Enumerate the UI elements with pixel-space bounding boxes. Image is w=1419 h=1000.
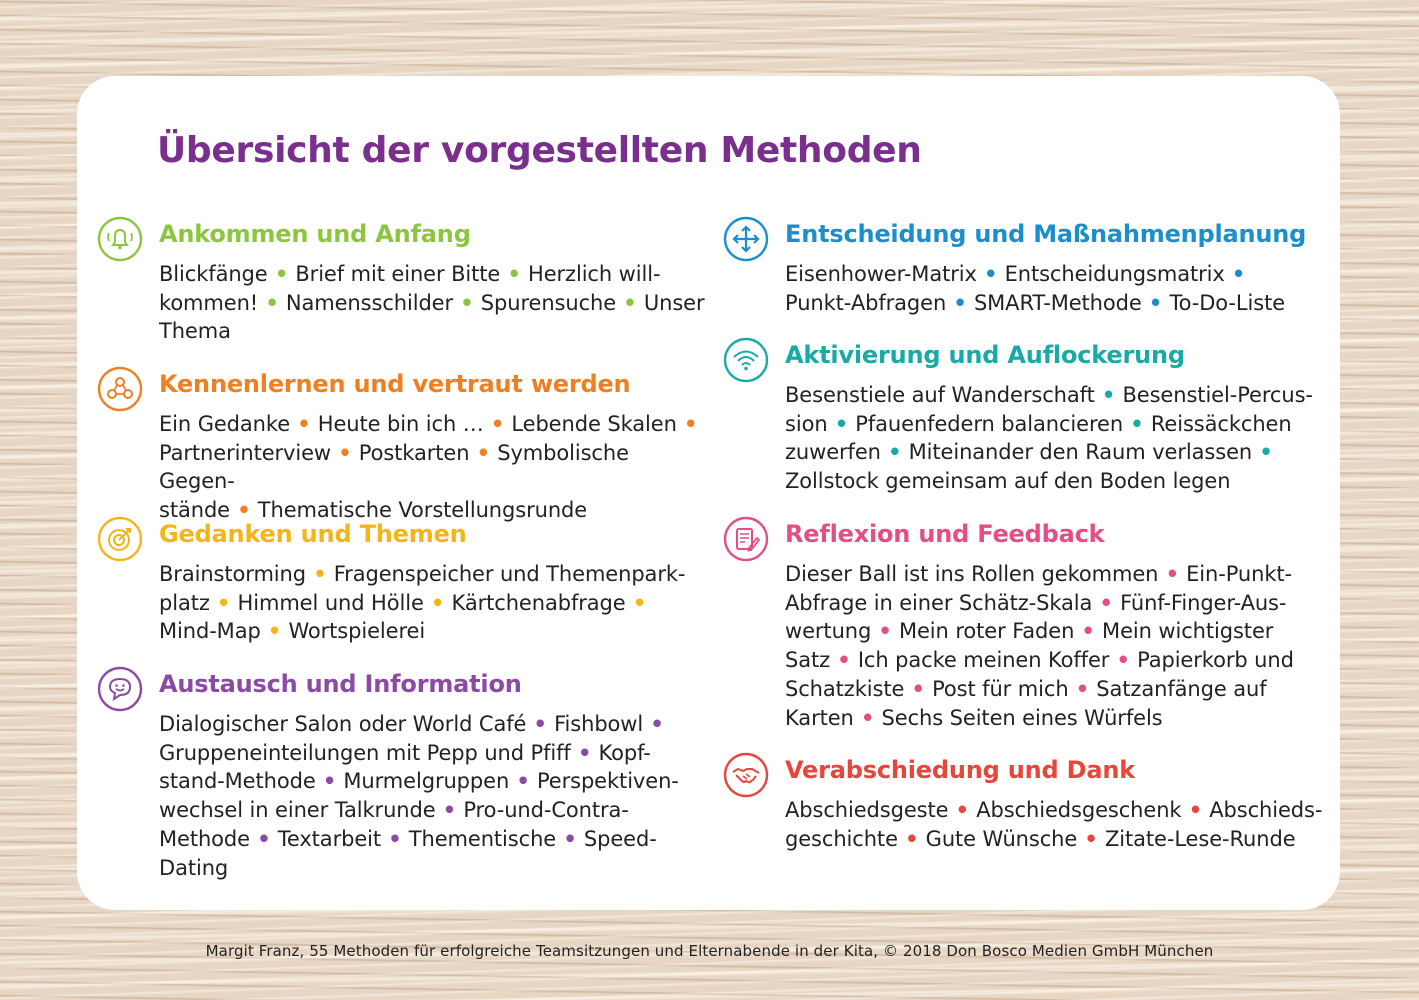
bullet-separator: • bbox=[453, 290, 481, 315]
method-item: Pfauenfedern balancieren bbox=[855, 411, 1124, 436]
method-item: Perspektiven- bbox=[536, 769, 679, 794]
method-item: Abschiedsgeschenk bbox=[976, 798, 1182, 822]
method-line bbox=[159, 712, 664, 736]
bullet-separator: • bbox=[331, 440, 359, 465]
section-heading: Gedanken und Themen bbox=[159, 520, 467, 548]
bullet-separator: • bbox=[904, 676, 933, 701]
method-item: stände bbox=[159, 498, 231, 523]
bullet-separator: • bbox=[871, 619, 899, 644]
method-item: Abfrage in einer Schätz-Skala bbox=[785, 590, 1093, 615]
method-item: Mein wichtigster bbox=[1102, 619, 1274, 644]
method-list bbox=[785, 260, 1333, 317]
method-list bbox=[159, 710, 707, 882]
bullet-separator: • bbox=[305, 562, 334, 586]
method-item: Fragenspeicher und Themenpark- bbox=[333, 562, 686, 586]
method-item: zuwerfen bbox=[785, 440, 881, 465]
method-item: Eisenhower-Matrix bbox=[785, 262, 977, 286]
method-line bbox=[785, 262, 1245, 286]
method-item: Namensschilder bbox=[285, 290, 454, 315]
method-item: stand-Methode bbox=[159, 769, 316, 794]
method-item: Ein-Punkt- bbox=[1186, 562, 1293, 586]
bullet-separator: • bbox=[625, 590, 647, 615]
method-item: wertung bbox=[785, 619, 872, 644]
method-item: Sechs Seiten eines Würfels bbox=[881, 705, 1163, 730]
method-item: Thema bbox=[159, 319, 231, 344]
wifi-icon bbox=[723, 337, 769, 383]
method-item: Kopf- bbox=[598, 740, 651, 765]
bell-icon bbox=[97, 216, 143, 262]
method-item: Fishbowl bbox=[554, 712, 644, 736]
bullet-separator: • bbox=[381, 826, 409, 851]
bullet-separator: • bbox=[880, 440, 909, 465]
bullet-separator: • bbox=[1181, 798, 1210, 822]
method-line bbox=[159, 798, 629, 822]
method-item: geschichte bbox=[785, 826, 898, 851]
bullet-separator: • bbox=[483, 412, 512, 436]
method-line bbox=[159, 562, 685, 586]
bullet-separator: • bbox=[1141, 290, 1170, 315]
method-item: Abschiedsgeste bbox=[785, 798, 949, 822]
method-line bbox=[159, 319, 231, 343]
bullet-separator: • bbox=[267, 262, 296, 286]
method-item: Brainstorming bbox=[159, 562, 306, 586]
method-item: Unser bbox=[643, 290, 705, 315]
section-heading: Aktivierung und Auflockerung bbox=[785, 341, 1185, 369]
method-item: Besenstiele auf Wanderschaft bbox=[785, 383, 1095, 407]
method-item: Karten bbox=[785, 705, 854, 730]
method-line bbox=[159, 441, 629, 494]
bullet-separator: • bbox=[897, 826, 926, 851]
bullet-separator: • bbox=[526, 712, 555, 736]
method-line bbox=[159, 262, 660, 286]
bullet-separator: • bbox=[676, 412, 698, 436]
method-line bbox=[159, 591, 646, 615]
chat-bubble-icon bbox=[97, 666, 143, 712]
method-item: Symbolische Gegen- bbox=[159, 440, 629, 494]
method-item: Besenstiel-Percus- bbox=[1122, 383, 1313, 407]
bullet-separator: • bbox=[1158, 562, 1187, 586]
bullet-separator: • bbox=[946, 290, 974, 315]
clipboard-pen-icon bbox=[723, 516, 769, 562]
method-item: Reissäckchen bbox=[1150, 411, 1292, 436]
method-item: Satzanfänge auf bbox=[1096, 676, 1267, 701]
method-item: Schatzkiste bbox=[785, 676, 905, 701]
method-item: Lebende Skalen bbox=[511, 412, 677, 436]
section-heading: Reflexion und Feedback bbox=[785, 520, 1105, 548]
bullet-separator: • bbox=[469, 440, 498, 465]
method-item: Spurensuche bbox=[480, 290, 617, 315]
method-item: Partnerinterview bbox=[159, 440, 332, 465]
method-line bbox=[159, 498, 587, 522]
method-line bbox=[785, 706, 1163, 730]
method-list bbox=[785, 381, 1333, 496]
method-item: Wortspielerei bbox=[288, 619, 426, 644]
method-list bbox=[159, 260, 707, 346]
method-item: kommen! bbox=[159, 290, 259, 315]
bullet-separator: • bbox=[290, 412, 318, 436]
copyright-footer: Margit Franz, 55 Methoden für erfolgreiche Teamsitzungen und Elternabende in der Kita, © 2018 Don Bosco Medien GmbH München bbox=[205, 942, 1214, 960]
method-list bbox=[785, 560, 1333, 732]
bullet-separator: • bbox=[1123, 411, 1151, 436]
method-line bbox=[785, 677, 1267, 701]
method-line bbox=[785, 291, 1285, 315]
method-item: Dialogischer Salon oder World Café bbox=[159, 712, 527, 736]
handshake-icon bbox=[723, 752, 769, 798]
method-item: Papierkorb und bbox=[1137, 648, 1294, 673]
method-line bbox=[785, 469, 1230, 493]
method-item: sion bbox=[785, 411, 828, 436]
method-item: SMART-Methode bbox=[973, 290, 1142, 315]
method-line bbox=[785, 591, 1286, 615]
method-item: Entscheidungsmatrix bbox=[1004, 262, 1225, 286]
method-line bbox=[159, 291, 705, 315]
bullet-separator: • bbox=[1252, 440, 1273, 465]
method-item: Herzlich will- bbox=[528, 262, 661, 286]
bullet-separator: • bbox=[258, 290, 286, 315]
method-item: Heute bin ich … bbox=[317, 412, 484, 436]
bullet-separator: • bbox=[500, 262, 528, 286]
target-icon bbox=[97, 516, 143, 562]
bullet-separator: • bbox=[249, 826, 278, 851]
method-item: Fünf-Finger-Aus- bbox=[1120, 590, 1287, 615]
section-heading: Kennenlernen und vertraut werden bbox=[159, 370, 631, 398]
directions-arrows-icon bbox=[723, 216, 769, 262]
method-line bbox=[159, 769, 679, 793]
bullet-separator: • bbox=[509, 769, 537, 794]
method-item: Dieser Ball ist ins Rollen gekommen bbox=[785, 562, 1159, 586]
method-item: Himmel und Hölle bbox=[237, 590, 424, 615]
method-item: Gute Wünsche bbox=[925, 826, 1078, 851]
bullet-separator: • bbox=[260, 619, 289, 644]
bullet-separator: • bbox=[643, 712, 664, 736]
bullet-separator: • bbox=[315, 769, 344, 794]
method-line bbox=[785, 412, 1292, 436]
method-item: Miteinander den Raum verlassen bbox=[908, 440, 1253, 465]
page-title: Übersicht der vorgestellten Methoden bbox=[157, 130, 922, 171]
method-list bbox=[785, 796, 1333, 853]
method-item: Blickfänge bbox=[159, 262, 268, 286]
method-item: Thematische Vorstellungsrunde bbox=[257, 498, 588, 523]
bullet-separator: • bbox=[1109, 648, 1138, 673]
method-list bbox=[159, 560, 707, 646]
method-item: Abschieds- bbox=[1209, 798, 1323, 822]
bullet-separator: • bbox=[853, 705, 882, 730]
method-item: Brief mit einer Bitte bbox=[295, 262, 501, 286]
method-item: Post für mich bbox=[932, 676, 1069, 701]
bullet-separator: • bbox=[1094, 383, 1123, 407]
bullet-separator: • bbox=[976, 262, 1005, 286]
section-heading: Entscheidung und Maßnahmenplanung bbox=[785, 220, 1307, 248]
method-line bbox=[159, 619, 425, 643]
bullet-separator: • bbox=[209, 590, 238, 615]
method-line bbox=[785, 619, 1273, 643]
bullet-separator: • bbox=[827, 411, 856, 436]
section-heading: Austausch und Information bbox=[159, 670, 522, 698]
method-item: Methode bbox=[159, 826, 250, 851]
method-item: platz bbox=[159, 590, 210, 615]
section-heading: Verabschiedung und Dank bbox=[785, 756, 1136, 784]
people-network-icon bbox=[97, 366, 143, 412]
bullet-separator: • bbox=[1077, 826, 1105, 851]
bullet-separator: • bbox=[570, 740, 599, 765]
method-line bbox=[159, 412, 697, 436]
method-item: Textarbeit bbox=[277, 826, 382, 851]
method-line bbox=[785, 827, 1296, 851]
method-list bbox=[159, 410, 707, 525]
bullet-separator: • bbox=[435, 798, 464, 823]
method-item: Murmelgruppen bbox=[343, 769, 510, 794]
method-item: Thementische bbox=[408, 826, 557, 851]
method-item: Speed-Dating bbox=[159, 826, 657, 880]
method-item: Ein Gedanke bbox=[159, 412, 291, 436]
method-item: Postkarten bbox=[358, 440, 470, 465]
method-item: Gruppeneinteilungen mit Pepp und Pfiff bbox=[159, 740, 571, 765]
bullet-separator: • bbox=[1068, 676, 1097, 701]
method-item: Zollstock gemeinsam auf den Boden legen bbox=[785, 469, 1231, 494]
method-item: To-Do-Liste bbox=[1169, 290, 1286, 315]
method-item: Satz bbox=[785, 648, 831, 673]
bullet-separator: • bbox=[948, 798, 977, 822]
method-item: wechsel in einer Talkrunde bbox=[159, 798, 436, 823]
method-line bbox=[159, 827, 657, 880]
bullet-separator: • bbox=[1224, 262, 1246, 286]
method-line bbox=[785, 648, 1294, 672]
method-line bbox=[785, 798, 1322, 822]
method-item: Mind-Map bbox=[159, 619, 261, 644]
method-item: Zitate-Lese-Runde bbox=[1104, 826, 1296, 851]
bullet-separator: • bbox=[1092, 590, 1121, 615]
method-item: Punkt-Abfragen bbox=[785, 290, 947, 315]
method-item: Mein roter Faden bbox=[898, 619, 1075, 644]
method-item: Ich packe meinen Koffer bbox=[857, 648, 1110, 673]
bullet-separator: • bbox=[830, 648, 858, 673]
method-line bbox=[785, 383, 1313, 407]
method-item: Kärtchenabfrage bbox=[451, 590, 626, 615]
overview-card bbox=[77, 76, 1340, 910]
section-heading: Ankommen und Anfang bbox=[159, 220, 471, 248]
method-line bbox=[785, 440, 1273, 464]
bullet-separator: • bbox=[423, 590, 452, 615]
bullet-separator: • bbox=[556, 826, 584, 851]
method-item: Pro-und-Contra- bbox=[463, 798, 629, 823]
method-line bbox=[785, 562, 1292, 586]
bullet-separator: • bbox=[1074, 619, 1103, 644]
bullet-separator: • bbox=[230, 498, 258, 523]
method-line bbox=[159, 741, 651, 765]
bullet-separator: • bbox=[616, 290, 644, 315]
